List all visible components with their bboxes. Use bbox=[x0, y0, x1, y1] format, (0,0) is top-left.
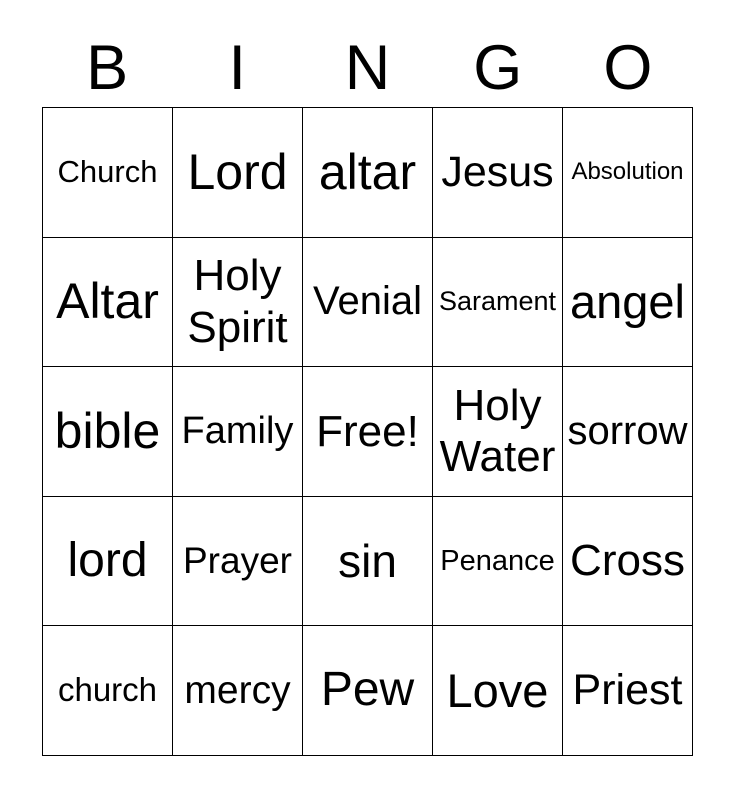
bingo-cell-r5c3[interactable] bbox=[303, 626, 433, 756]
bingo-cell-r5c2[interactable] bbox=[173, 626, 303, 756]
cell-text: Free! bbox=[316, 406, 419, 456]
bingo-cell-r2c3[interactable] bbox=[303, 238, 433, 368]
bingo-cell-r3c2[interactable] bbox=[173, 367, 303, 497]
bingo-cell-r2c4[interactable] bbox=[433, 238, 563, 368]
bingo-cell-r5c1[interactable] bbox=[43, 626, 173, 756]
bingo-cell-r4c1[interactable] bbox=[43, 497, 173, 627]
cell-text: angel bbox=[570, 275, 685, 329]
bingo-letter-i: I bbox=[228, 33, 247, 103]
bingo-cell-r4c5[interactable] bbox=[563, 497, 693, 627]
cell-text: Holy Spirit bbox=[187, 250, 288, 352]
bingo-cell-r1c2[interactable] bbox=[173, 108, 303, 238]
cell-text: mercy bbox=[184, 668, 291, 712]
cell-text: church bbox=[57, 671, 158, 709]
bingo-cell-r1c3[interactable] bbox=[303, 108, 433, 238]
bingo-cell-r2c5[interactable] bbox=[563, 238, 693, 368]
cell-text: Love bbox=[446, 663, 549, 717]
cell-text: Altar bbox=[56, 273, 159, 330]
cell-text: Cross bbox=[570, 536, 685, 586]
cell-text: sorrow bbox=[567, 408, 688, 453]
bingo-cell-r3c4[interactable] bbox=[433, 367, 563, 497]
bingo-grid bbox=[42, 107, 693, 756]
cell-text: Family bbox=[181, 410, 294, 453]
cell-text: altar bbox=[318, 143, 417, 200]
cell-text: Venial bbox=[313, 279, 422, 324]
bingo-cell-r3c1[interactable] bbox=[43, 367, 173, 497]
bingo-cell-r1c1[interactable] bbox=[43, 108, 173, 238]
cell-text: bible bbox=[54, 402, 161, 459]
cell-text: lord bbox=[67, 533, 148, 587]
bingo-cell-r1c5[interactable] bbox=[563, 108, 693, 238]
bingo-cell-r5c4[interactable] bbox=[433, 626, 563, 756]
bingo-cell-r4c2[interactable] bbox=[173, 497, 303, 627]
bingo-cell-r2c1[interactable] bbox=[43, 238, 173, 368]
cell-text: Jesus bbox=[441, 147, 554, 196]
cell-text: Pew bbox=[320, 663, 415, 717]
cell-text: sin bbox=[338, 534, 397, 587]
cell-text: Sarament bbox=[438, 285, 557, 316]
bingo-cell-free-space[interactable] bbox=[303, 367, 433, 497]
bingo-cell-r2c2[interactable] bbox=[173, 238, 303, 368]
bingo-cell-r1c4[interactable] bbox=[433, 108, 563, 238]
cell-text: Priest bbox=[572, 666, 683, 715]
cell-text: Absolution bbox=[571, 158, 684, 186]
bingo-cell-r5c5[interactable] bbox=[563, 626, 693, 756]
cell-text: Prayer bbox=[183, 540, 292, 582]
bingo-title bbox=[42, 33, 693, 103]
bingo-cell-r4c3[interactable] bbox=[303, 497, 433, 627]
bingo-cell-r4c4[interactable] bbox=[433, 497, 563, 627]
cell-text: Lord bbox=[187, 143, 288, 200]
bingo-cell-r3c5[interactable] bbox=[563, 367, 693, 497]
bingo-letter-b: B bbox=[86, 33, 129, 103]
cell-text: Church bbox=[57, 154, 158, 189]
bingo-letter-o: O bbox=[603, 33, 653, 103]
bingo-letter-n: N bbox=[344, 33, 391, 103]
cell-text: Holy Water bbox=[439, 380, 556, 482]
cell-text: Penance bbox=[440, 544, 555, 577]
bingo-letter-g: G bbox=[473, 33, 523, 103]
